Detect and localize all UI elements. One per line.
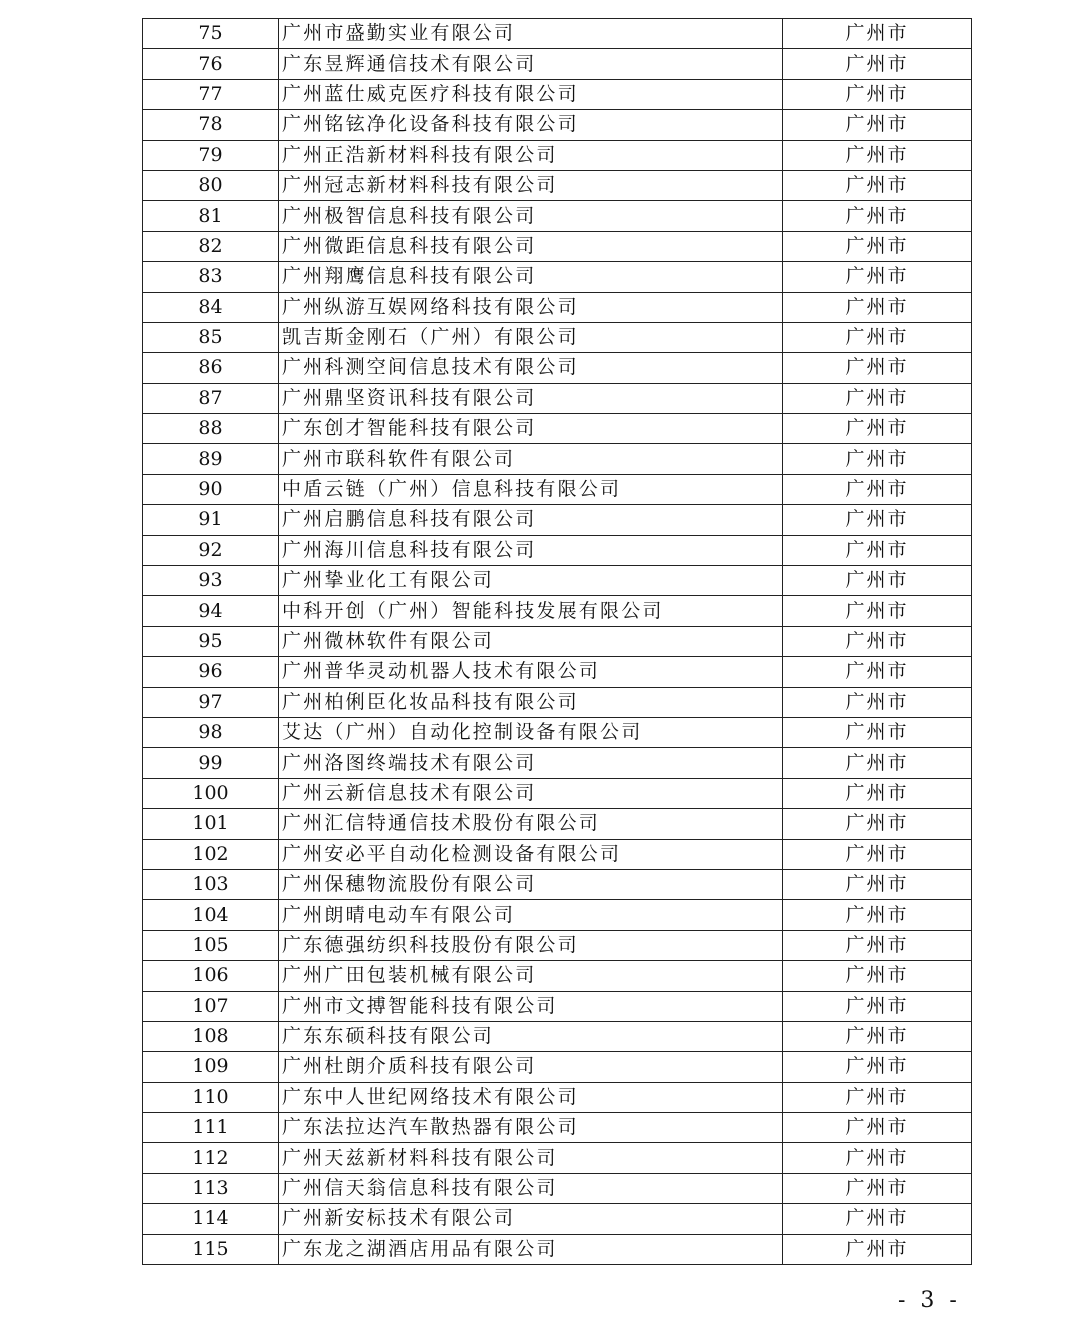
company-name-cell: 广州微距信息科技有限公司 <box>279 231 783 261</box>
row-number-cell: 86 <box>143 353 279 383</box>
city-cell: 广州市 <box>783 49 972 79</box>
row-number-cell: 102 <box>143 839 279 869</box>
row-number-cell: 78 <box>143 110 279 140</box>
row-number-cell: 85 <box>143 322 279 352</box>
company-name-cell: 广州翔鹰信息科技有限公司 <box>279 262 783 292</box>
table-row <box>143 353 972 383</box>
row-number-cell: 75 <box>143 19 279 49</box>
city-cell: 广州市 <box>783 262 972 292</box>
company-name-cell: 广州汇信特通信技术股份有限公司 <box>279 809 783 839</box>
table-row <box>143 1021 972 1051</box>
company-name-cell: 广州洛图终端技术有限公司 <box>279 748 783 778</box>
company-name-cell: 广州朗晴电动车有限公司 <box>279 900 783 930</box>
city-cell: 广州市 <box>783 596 972 626</box>
row-number-cell: 83 <box>143 262 279 292</box>
row-number-cell: 101 <box>143 809 279 839</box>
row-number-cell: 107 <box>143 991 279 1021</box>
table-row <box>143 322 972 352</box>
city-cell: 广州市 <box>783 778 972 808</box>
row-number-cell: 106 <box>143 961 279 991</box>
table-row <box>143 991 972 1021</box>
table-row <box>143 1204 972 1234</box>
table-row <box>143 49 972 79</box>
company-name-cell: 广州微林软件有限公司 <box>279 626 783 656</box>
page-number: - 3 - <box>898 1288 961 1313</box>
company-name-cell: 广东德强纺织科技股份有限公司 <box>279 930 783 960</box>
table-row <box>143 262 972 292</box>
company-name-cell: 广东创才智能科技有限公司 <box>279 414 783 444</box>
row-number-cell: 110 <box>143 1082 279 1112</box>
city-cell: 广州市 <box>783 1021 972 1051</box>
company-name-cell: 凯吉斯金刚石（广州）有限公司 <box>279 322 783 352</box>
city-cell: 广州市 <box>783 1082 972 1112</box>
row-number-cell: 93 <box>143 566 279 596</box>
table-row <box>143 687 972 717</box>
table-row <box>143 748 972 778</box>
company-name-cell: 广州保穗物流股份有限公司 <box>279 869 783 899</box>
city-cell: 广州市 <box>783 322 972 352</box>
table-row <box>143 110 972 140</box>
table-row <box>143 292 972 322</box>
city-cell: 广州市 <box>783 292 972 322</box>
table-row <box>143 170 972 200</box>
row-number-cell: 88 <box>143 414 279 444</box>
row-number-cell: 81 <box>143 201 279 231</box>
company-name-cell: 广州科测空间信息技术有限公司 <box>279 353 783 383</box>
row-number-cell: 82 <box>143 231 279 261</box>
table-row <box>143 900 972 930</box>
company-name-cell: 广州云新信息技术有限公司 <box>279 778 783 808</box>
city-cell: 广州市 <box>783 717 972 747</box>
company-name-cell: 广东法拉达汽车散热器有限公司 <box>279 1113 783 1143</box>
city-cell: 广州市 <box>783 383 972 413</box>
city-cell: 广州市 <box>783 353 972 383</box>
company-name-cell: 广州铭铉净化设备科技有限公司 <box>279 110 783 140</box>
table-row <box>143 1143 972 1173</box>
company-name-cell: 广州广田包装机械有限公司 <box>279 961 783 991</box>
row-number-cell: 87 <box>143 383 279 413</box>
company-name-cell: 广州纵游互娱网络科技有限公司 <box>279 292 783 322</box>
company-name-cell: 广州冠志新材料科技有限公司 <box>279 170 783 200</box>
row-number-cell: 108 <box>143 1021 279 1051</box>
table-row <box>143 869 972 899</box>
city-cell: 广州市 <box>783 566 972 596</box>
company-name-cell: 广州新安标技术有限公司 <box>279 1204 783 1234</box>
table-row <box>143 961 972 991</box>
city-cell: 广州市 <box>783 991 972 1021</box>
table-row <box>143 1052 972 1082</box>
company-name-cell: 广东龙之湖酒店用品有限公司 <box>279 1234 783 1264</box>
row-number-cell: 79 <box>143 140 279 170</box>
city-cell: 广州市 <box>783 19 972 49</box>
row-number-cell: 113 <box>143 1173 279 1203</box>
row-number-cell: 96 <box>143 657 279 687</box>
table-row <box>143 505 972 535</box>
table-row <box>143 809 972 839</box>
city-cell: 广州市 <box>783 626 972 656</box>
table-row <box>143 839 972 869</box>
table-row <box>143 201 972 231</box>
row-number-cell: 112 <box>143 1143 279 1173</box>
row-number-cell: 114 <box>143 1204 279 1234</box>
city-cell: 广州市 <box>783 140 972 170</box>
city-cell: 广州市 <box>783 1052 972 1082</box>
table-row <box>143 19 972 49</box>
table-row <box>143 596 972 626</box>
city-cell: 广州市 <box>783 535 972 565</box>
city-cell: 广州市 <box>783 414 972 444</box>
company-name-cell: 广州挚业化工有限公司 <box>279 566 783 596</box>
company-name-cell: 广州极智信息科技有限公司 <box>279 201 783 231</box>
row-number-cell: 90 <box>143 474 279 504</box>
row-number-cell: 94 <box>143 596 279 626</box>
company-name-cell: 广州柏俐臣化妆品科技有限公司 <box>279 687 783 717</box>
company-name-cell: 广州海川信息科技有限公司 <box>279 535 783 565</box>
company-name-cell: 广州蓝仕威克医疗科技有限公司 <box>279 79 783 109</box>
company-name-cell: 广州市文搏智能科技有限公司 <box>279 991 783 1021</box>
row-number-cell: 109 <box>143 1052 279 1082</box>
row-number-cell: 84 <box>143 292 279 322</box>
city-cell: 广州市 <box>783 900 972 930</box>
city-cell: 广州市 <box>783 657 972 687</box>
table-row <box>143 231 972 261</box>
table-row <box>143 140 972 170</box>
table-row <box>143 717 972 747</box>
row-number-cell: 76 <box>143 49 279 79</box>
city-cell: 广州市 <box>783 839 972 869</box>
row-number-cell: 97 <box>143 687 279 717</box>
company-name-cell: 广州安必平自动化检测设备有限公司 <box>279 839 783 869</box>
city-cell: 广州市 <box>783 869 972 899</box>
city-cell: 广州市 <box>783 809 972 839</box>
company-name-cell: 广州鼎坚资讯科技有限公司 <box>279 383 783 413</box>
company-name-cell: 广州市盛勤实业有限公司 <box>279 19 783 49</box>
company-name-cell: 广州天兹新材料科技有限公司 <box>279 1143 783 1173</box>
company-name-cell: 中科开创（广州）智能科技发展有限公司 <box>279 596 783 626</box>
city-cell: 广州市 <box>783 505 972 535</box>
company-name-cell: 广州正浩新材料科技有限公司 <box>279 140 783 170</box>
table-row <box>143 657 972 687</box>
row-number-cell: 111 <box>143 1113 279 1143</box>
table-row <box>143 1234 972 1264</box>
company-name-cell: 广州普华灵动机器人技术有限公司 <box>279 657 783 687</box>
table-row <box>143 444 972 474</box>
company-name-cell: 中盾云链（广州）信息科技有限公司 <box>279 474 783 504</box>
table-row <box>143 414 972 444</box>
city-cell: 广州市 <box>783 79 972 109</box>
company-name-cell: 广东中人世纪网络技术有限公司 <box>279 1082 783 1112</box>
row-number-cell: 77 <box>143 79 279 109</box>
row-number-cell: 80 <box>143 170 279 200</box>
row-number-cell: 95 <box>143 626 279 656</box>
table-row <box>143 535 972 565</box>
row-number-cell: 104 <box>143 900 279 930</box>
city-cell: 广州市 <box>783 1234 972 1264</box>
city-cell: 广州市 <box>783 231 972 261</box>
city-cell: 广州市 <box>783 110 972 140</box>
table-row <box>143 474 972 504</box>
table-row <box>143 1082 972 1112</box>
company-list-table <box>142 18 972 1265</box>
table-row <box>143 566 972 596</box>
company-list-body <box>143 19 972 1265</box>
city-cell: 广州市 <box>783 1113 972 1143</box>
city-cell: 广州市 <box>783 930 972 960</box>
table-row <box>143 778 972 808</box>
city-cell: 广州市 <box>783 474 972 504</box>
row-number-cell: 98 <box>143 717 279 747</box>
table-row <box>143 930 972 960</box>
table-row <box>143 79 972 109</box>
city-cell: 广州市 <box>783 170 972 200</box>
table-row <box>143 1173 972 1203</box>
row-number-cell: 89 <box>143 444 279 474</box>
city-cell: 广州市 <box>783 961 972 991</box>
row-number-cell: 91 <box>143 505 279 535</box>
city-cell: 广州市 <box>783 201 972 231</box>
company-name-cell: 艾达（广州）自动化控制设备有限公司 <box>279 717 783 747</box>
city-cell: 广州市 <box>783 1143 972 1173</box>
row-number-cell: 103 <box>143 869 279 899</box>
city-cell: 广州市 <box>783 1204 972 1234</box>
company-name-cell: 广州信天翁信息科技有限公司 <box>279 1173 783 1203</box>
table-row <box>143 1113 972 1143</box>
city-cell: 广州市 <box>783 687 972 717</box>
company-name-cell: 广州杜朗介质科技有限公司 <box>279 1052 783 1082</box>
city-cell: 广州市 <box>783 748 972 778</box>
table-row <box>143 383 972 413</box>
company-name-cell: 广州启鹏信息科技有限公司 <box>279 505 783 535</box>
city-cell: 广州市 <box>783 444 972 474</box>
row-number-cell: 92 <box>143 535 279 565</box>
row-number-cell: 115 <box>143 1234 279 1264</box>
company-name-cell: 广东昱辉通信技术有限公司 <box>279 49 783 79</box>
city-cell: 广州市 <box>783 1173 972 1203</box>
table-row <box>143 626 972 656</box>
company-name-cell: 广州市联科软件有限公司 <box>279 444 783 474</box>
company-name-cell: 广东东硕科技有限公司 <box>279 1021 783 1051</box>
row-number-cell: 99 <box>143 748 279 778</box>
row-number-cell: 105 <box>143 930 279 960</box>
row-number-cell: 100 <box>143 778 279 808</box>
